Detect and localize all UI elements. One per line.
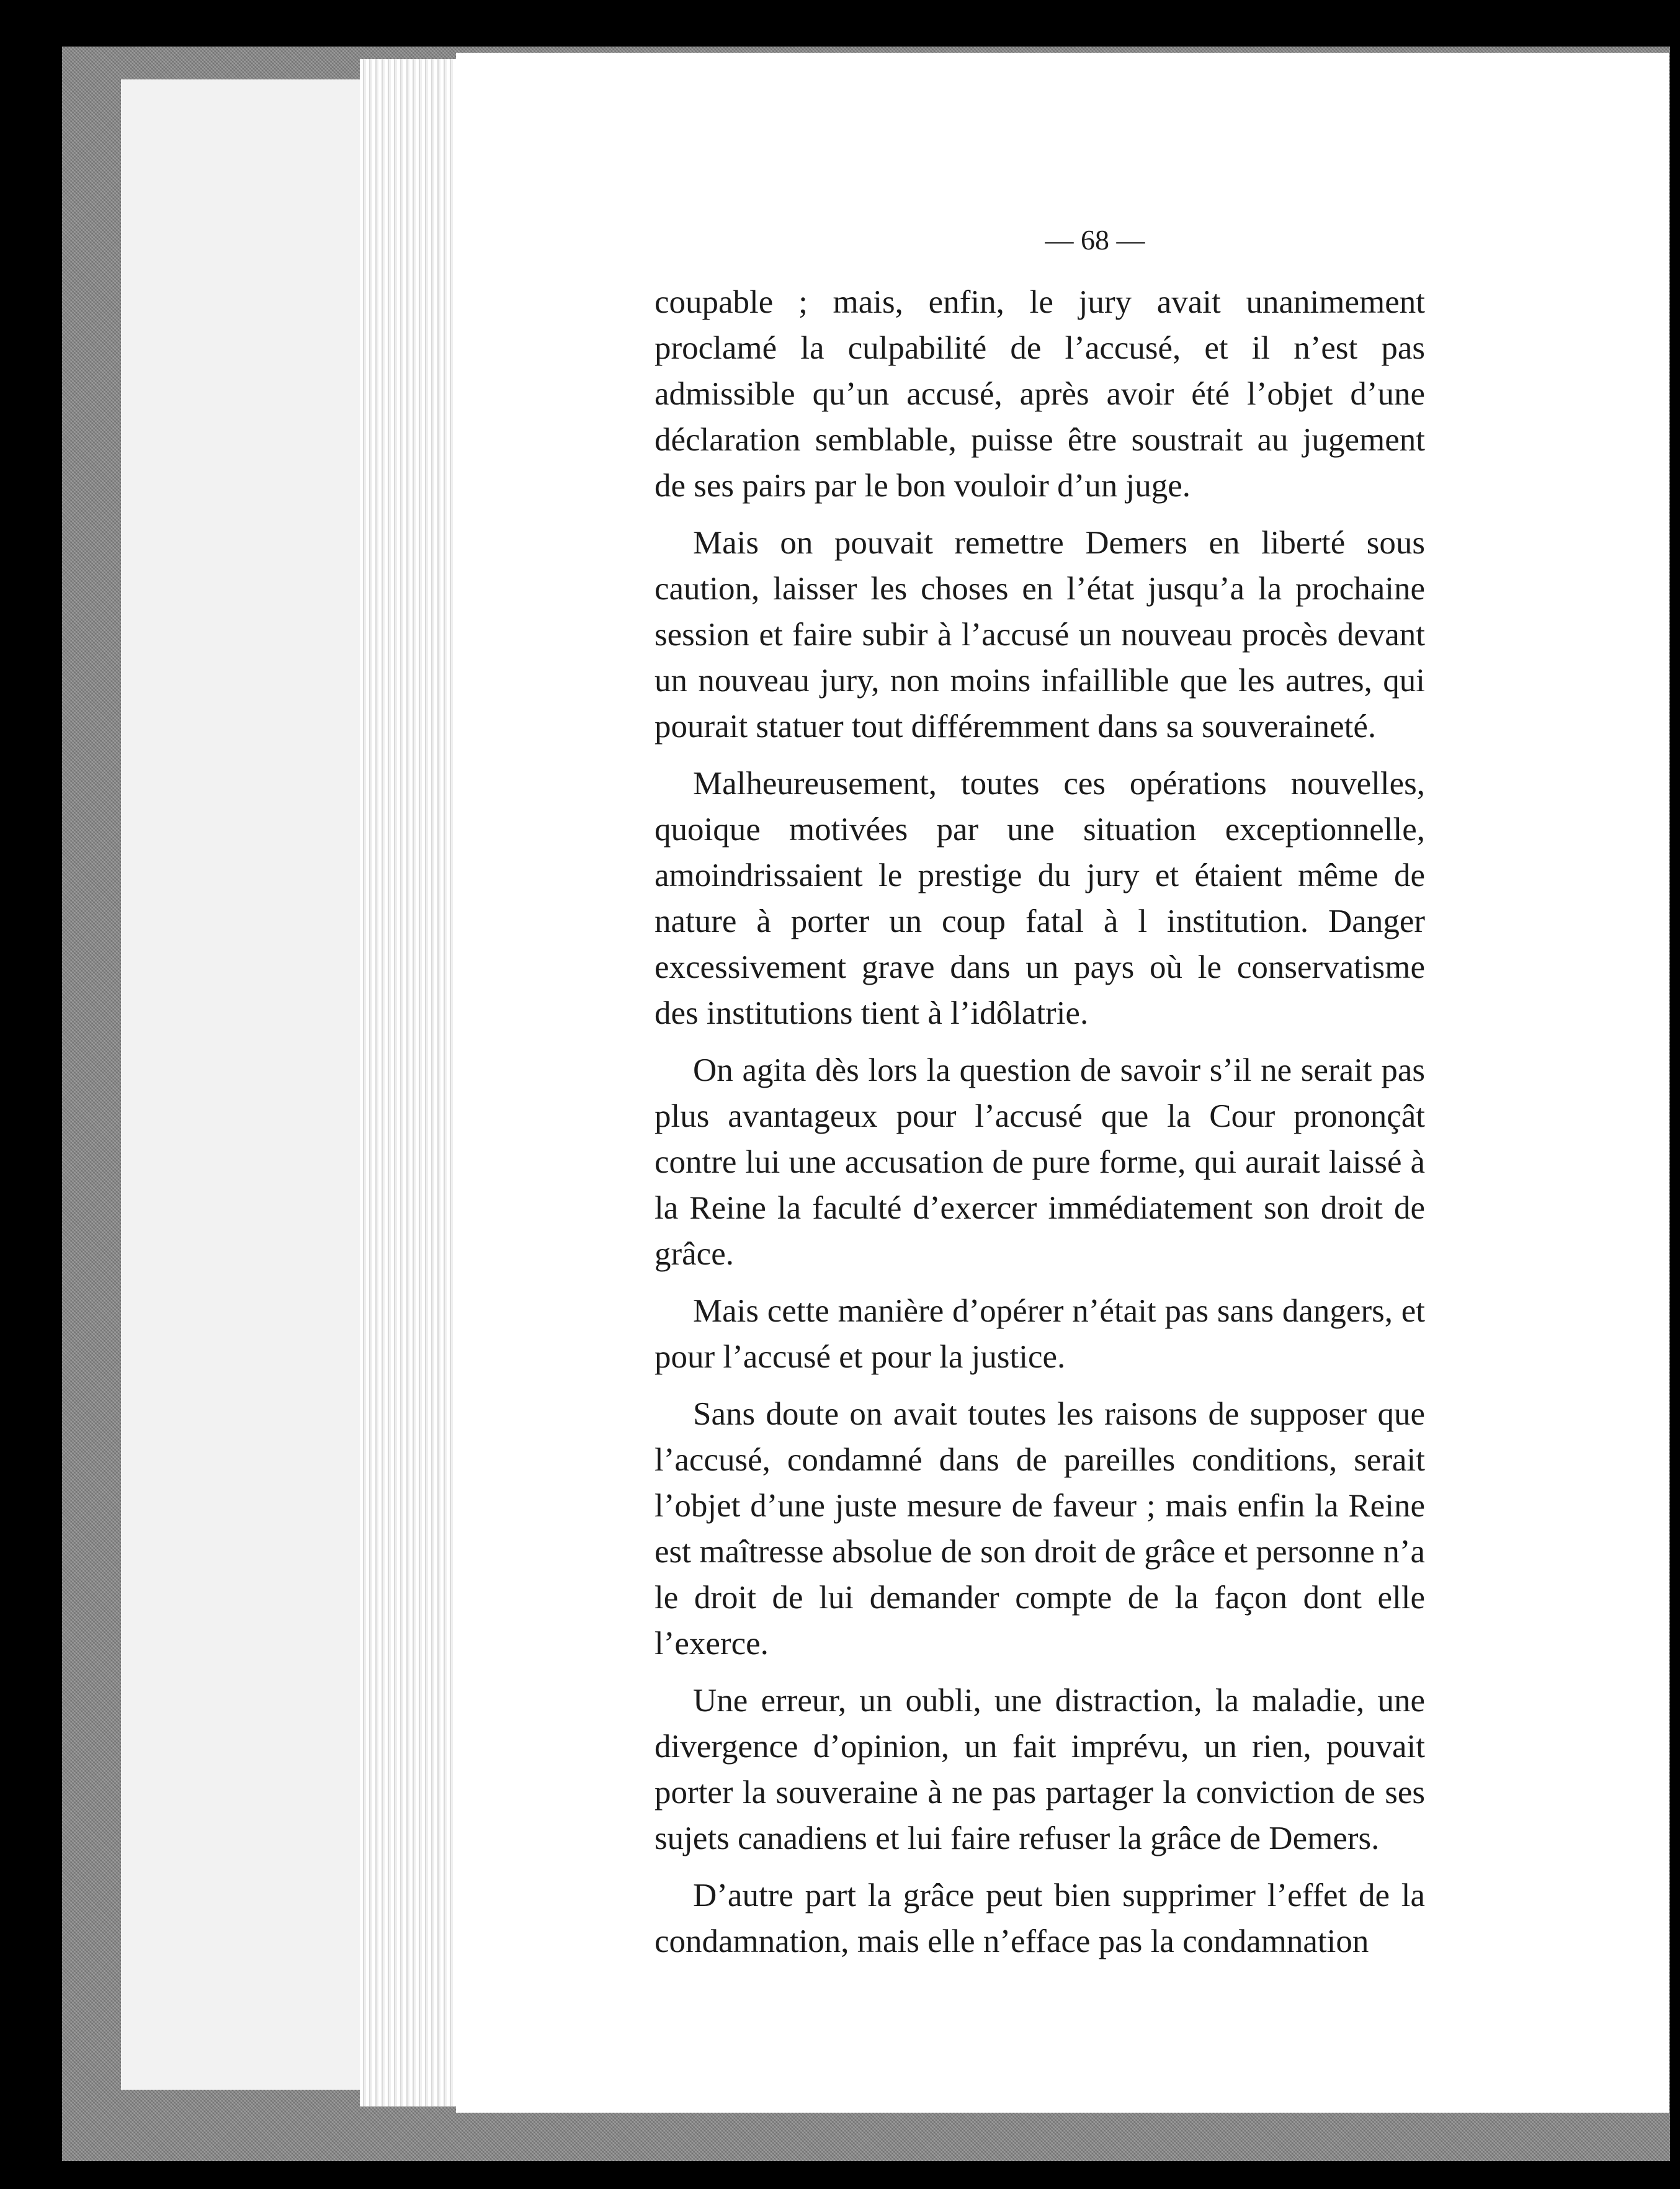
paragraph: Sans doute on avait toutes les raisons de supposer que l’accusé, condamné dans de pareilles conditions, serait l’objet d’une juste mesure de faveur ; mais enfin la Reine est maîtresse absolue de son droit de grâce et personne n’a le droit de lui demander compte de la façon dont elle l’exerce. [655,1396,1425,1662]
paragraph: coupable ; mais, enfin, le jury avait unanimement proclamé la culpabilité de l’accusé, et il n’est pas admissible qu’un accusé, après avoir été l’objet d’une déclaration semblable, puisse être soustrait au jugement de ses pairs par le bon vouloir d’un juge. [655,284,1425,504]
paragraph: On agita dès lors la question de savoir s’il ne serait pas plus avantageux pour l’accusé que la Cour prononçât contre lui une accusation de pure forme, qui aurait laissé à la Reine la faculté d’exercer immédiatement son droit de grâce. [655,1052,1425,1272]
book-page [456,53,1669,2113]
body-text [655,279,1425,1976]
paragraph: Malheureusement, toutes ces opérations nouvelles, quoique motivées par une situation exceptionnelle, amoindrissaient le prestige du jury et étaient même de nature à porter un coup fatal à l institution. Danger excessivement grave dans un pays où le conservatisme des institutions tient à l’idôlatrie. [655,766,1425,1031]
endpaper [121,79,360,2090]
page-edges [360,59,459,2106]
paragraph: D’autre part la grâce peut bien supprimer l’effet de la condamnation, mais elle n’efface pas la condamnation [655,1878,1425,1959]
paragraph: Mais cette manière d’opérer n’était pas sans dangers, et pour l’accusé et pour la justice. [655,1293,1425,1375]
paragraph: Une erreur, un oubli, une distraction, la maladie, une divergence d’opinion, un fait imprévu, un rien, pouvait porter la souveraine à ne pas partager la conviction de ses sujets canadiens et lui faire refuser la grâce de Demers. [655,1683,1425,1856]
paragraph: Mais on pouvait remettre Demers en liberté sous caution, laisser les choses en l’état jusqu’a la prochaine session et faire subir à l’accusé un nouveau procès devant un nouveau jury, non moins infaillible que les autres, qui pourait statuer tout différemment dans sa souveraineté. [655,525,1425,745]
page-number: — 68 — [1045,224,1145,256]
